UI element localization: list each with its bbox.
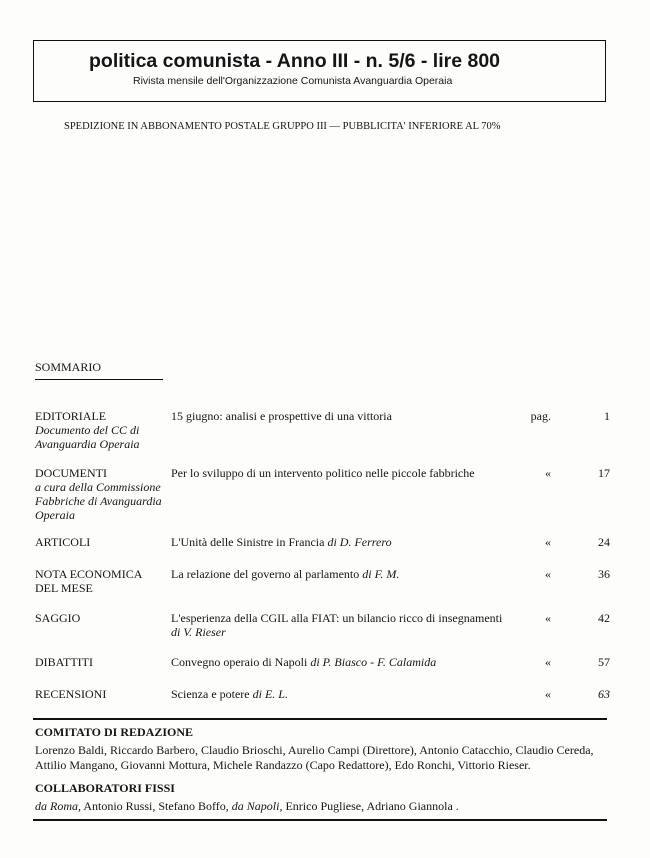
collaboratori-list	[35, 799, 610, 814]
toc-page-number: 36	[598, 567, 610, 581]
toc-pag-label: «	[545, 655, 551, 669]
toc-section-sub: a cura della Commissione Fabbriche di Avanguardia Operaia	[35, 480, 162, 522]
toc-page-number: 63	[598, 687, 610, 701]
toc-author: di F. M.	[362, 567, 400, 581]
toc-section: SAGGIO	[35, 611, 81, 625]
toc-section: EDITORIALE	[35, 409, 107, 423]
toc-pag-label: pag.	[530, 409, 551, 423]
comitato-heading: COMITATO DI REDAZIONE	[35, 725, 194, 739]
roma-names: Antonio Russi, Stefano Boffo,	[83, 799, 229, 813]
toc-section: NOTA ECONOMICA DEL MESE	[35, 567, 142, 595]
toc-title: Convegno operaio di Napoli	[171, 655, 308, 669]
masthead-box	[33, 40, 606, 102]
divider-top	[33, 718, 607, 720]
city-label-roma: da Roma,	[35, 799, 81, 813]
comitato-members: Lorenzo Baldi, Riccardo Barbero, Claudio Brioschi, Aurelio Campi (Direttore), Antonio Catacchio, Claudio Cereda, Attilio Mangano, Giovanni Mottura, Michele Randazzo (Capo Redattore), Edo Ronchi, Vittorio Rieser.	[35, 743, 594, 772]
toc-title: Scienza e potere	[171, 687, 250, 701]
toc-author: di E. L.	[252, 687, 288, 701]
toc-pag-label: «	[545, 611, 551, 625]
sommario-heading: SOMMARIO	[35, 360, 163, 380]
toc-author: di D. Ferrero	[327, 535, 392, 549]
toc-title: La relazione del governo al parlamento	[171, 567, 360, 581]
toc-page-number: 1	[604, 409, 610, 423]
toc-page-number: 24	[598, 535, 610, 549]
toc-section-sub: Documento del CC di Avanguardia Operaia	[35, 423, 140, 451]
toc-pag-label: «	[545, 535, 551, 549]
city-label-napoli: da Napoli,	[231, 799, 283, 813]
journal-subtitle: Rivista mensile dell'Organizzazione Comunista Avanguardia Operaia	[133, 75, 453, 87]
toc-author: di V. Rieser	[171, 625, 226, 639]
collaboratori-heading: COLLABORATORI FISSI	[35, 781, 175, 795]
toc-pag-label: «	[545, 567, 551, 581]
toc-section: RECENSIONI	[35, 687, 107, 701]
shipping-note: SPEDIZIONE IN ABBONAMENTO POSTALE GRUPPO III — PUBBLICITA' INFERIORE AL 70%	[64, 121, 501, 132]
divider-bottom	[33, 819, 607, 821]
toc-section: DOCUMENTI	[35, 466, 107, 480]
journal-title: politica comunista - Anno III - n. 5/6 - lire 800	[89, 50, 501, 72]
toc-author: di P. Biasco - F. Calamida	[310, 655, 437, 669]
toc-section: ARTICOLI	[35, 535, 91, 549]
toc-pag-label: «	[545, 466, 551, 480]
toc-title: L'Unità delle Sinistre in Francia	[171, 535, 325, 549]
toc-title: 15 giugno: analisi e prospettive di una vittoria	[171, 409, 392, 423]
toc-page-number: 57	[598, 655, 610, 669]
toc-title: Per lo sviluppo di un intervento politico nelle piccole fabbriche	[171, 466, 475, 480]
toc-page-number: 17	[598, 466, 610, 480]
toc-page-number: 42	[598, 611, 610, 625]
toc-pag-label: «	[545, 687, 551, 701]
napoli-names: Enrico Pugliese, Adriano Giannola .	[285, 799, 459, 813]
toc-section: DIBATTITI	[35, 655, 93, 669]
toc-title: L'esperienza della CGIL alla FIAT: un bilancio ricco di insegnamenti	[171, 611, 503, 625]
